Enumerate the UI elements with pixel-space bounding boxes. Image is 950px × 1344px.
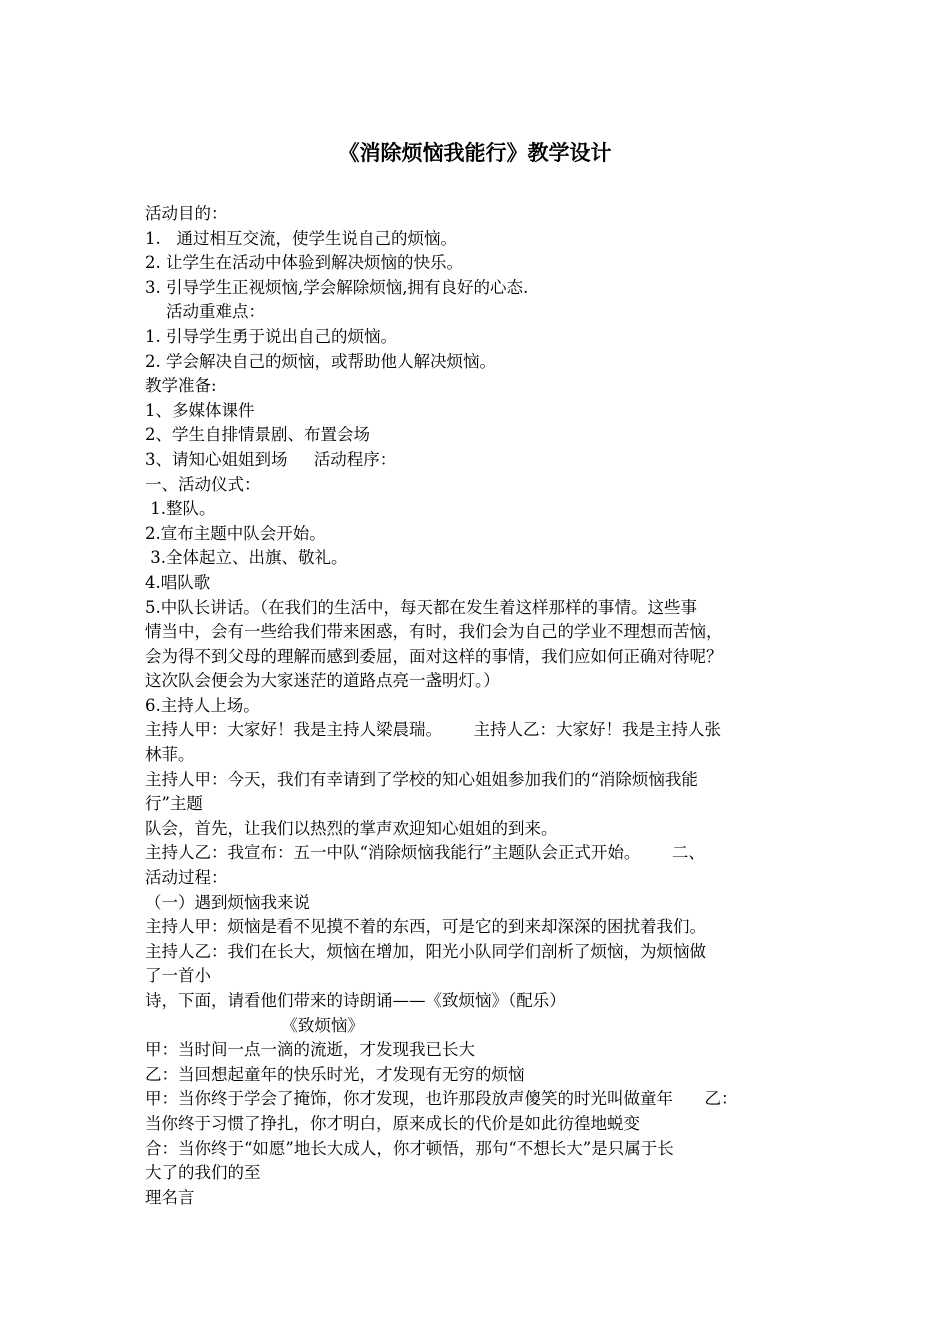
text-line: 2、学生自排情景剧、布置会场 [145,425,370,445]
text-line: 活动目的： [145,204,228,223]
text-line: 1. 引导学生勇于说出自己的烦恼。 [145,326,397,346]
text-line: 教学准备: [145,376,217,396]
text-line: 一、活动仪式： [145,474,261,494]
text-line: 甲：当你终于学会了掩饰，你才发现，也许那段放声傻笑的时光叫做童年 乙： [145,1089,738,1109]
text-line: 活动重难点： [145,302,265,322]
text-line: 1. 通过相互交流，使学生说自己的烦恼。 [145,228,457,248]
text-line: 3. 引导学生正视烦恼,学会解除烦恼,拥有良好的心态. [145,277,529,297]
text-line: 2.宣布主题中队会开始。 [145,523,326,543]
text-line: 3.全体起立、出旗、敬礼。 [145,548,348,568]
text-line: 大了的我们的至 [145,1163,261,1183]
text-line: 了一首小 [145,966,211,986]
text-line: 诗，下面，请看他们带来的诗朗诵——《致烦恼》（配乐） [145,991,566,1010]
text-line: 1、多媒体课件 [145,400,255,420]
text-line: 2. 学会解决自己的烦恼，或帮助他人解决烦恼。 [145,351,496,371]
text-line: 当你终于习惯了挣扎，你才明白，原来成长的代价是如此彷徨地蜕变 [145,1113,640,1133]
text-line: 情当中，会有一些给我们带来困惑，有时，我们会为自己的学业不理想而苦恼， [145,622,723,642]
text-line: 队会，首先，让我们以热烈的掌声欢迎知心姐姐的到来。 [145,818,558,838]
text-line: 主持人乙：我们在长大，烦恼在增加，阳光小队同学们剖析了烦恼，为烦恼做 [145,941,706,961]
text-line: 合：当你终于“如愿”地长大成人，你才顿悟，那句“不想长大”是只属于长 [145,1138,674,1158]
poem-title: 《致烦恼》 [145,1015,364,1035]
text-line: 主持人甲：今天，我们有幸请到了学校的知心姐姐参加我们的“消除烦恼我能 [145,769,698,789]
text-line: 3、请知心姐姐到场 活动程序： [145,449,397,469]
text-line: 活动过程： [145,868,228,888]
text-line: 4.唱队歌 [145,572,211,592]
text-line: 1.整队。 [145,499,216,519]
text-line: 会为得不到父母的理解而感到委屈，面对这样的事情，我们应如何正确对待呢？ [145,646,723,666]
text-line: 这次队会便会为大家迷茫的道路点亮一盏明灯。） [145,671,500,691]
document-title: 《消除烦恼我能行》教学设计 [338,141,612,165]
text-line: 主持人甲：烦恼是看不见摸不着的东西，可是它的到来却深深的困扰着我们。 [145,917,706,937]
text-line: 6.主持人上场。 [145,695,260,715]
text-line: 乙：当回想起童年的快乐时光，才发现有无穷的烦恼 [145,1064,525,1084]
document-body [145,202,815,1210]
text-line: 林菲。 [145,745,195,765]
text-line: 主持人乙：我宣布：五一中队“消除烦恼我能行”主题队会正式开始。 二、 [145,843,705,863]
text-line: （一）遇到烦恼我来说 [145,892,310,912]
text-line: 2. 让学生在活动中体验到解决烦恼的快乐。 [145,253,463,273]
text-line: 行”主题 [145,794,203,814]
text-line: 主持人甲：大家好！我是主持人梁晨瑞。 主持人乙：大家好！我是主持人张 [145,720,721,740]
text-line: 理名言 [145,1187,195,1207]
text-line: 甲：当时间一点一滴的流逝，才发现我已长大 [145,1040,475,1060]
text-line: 5.中队长讲话。（在我们的生活中，每天都在发生着这样那样的事情。这些事 [145,597,697,617]
